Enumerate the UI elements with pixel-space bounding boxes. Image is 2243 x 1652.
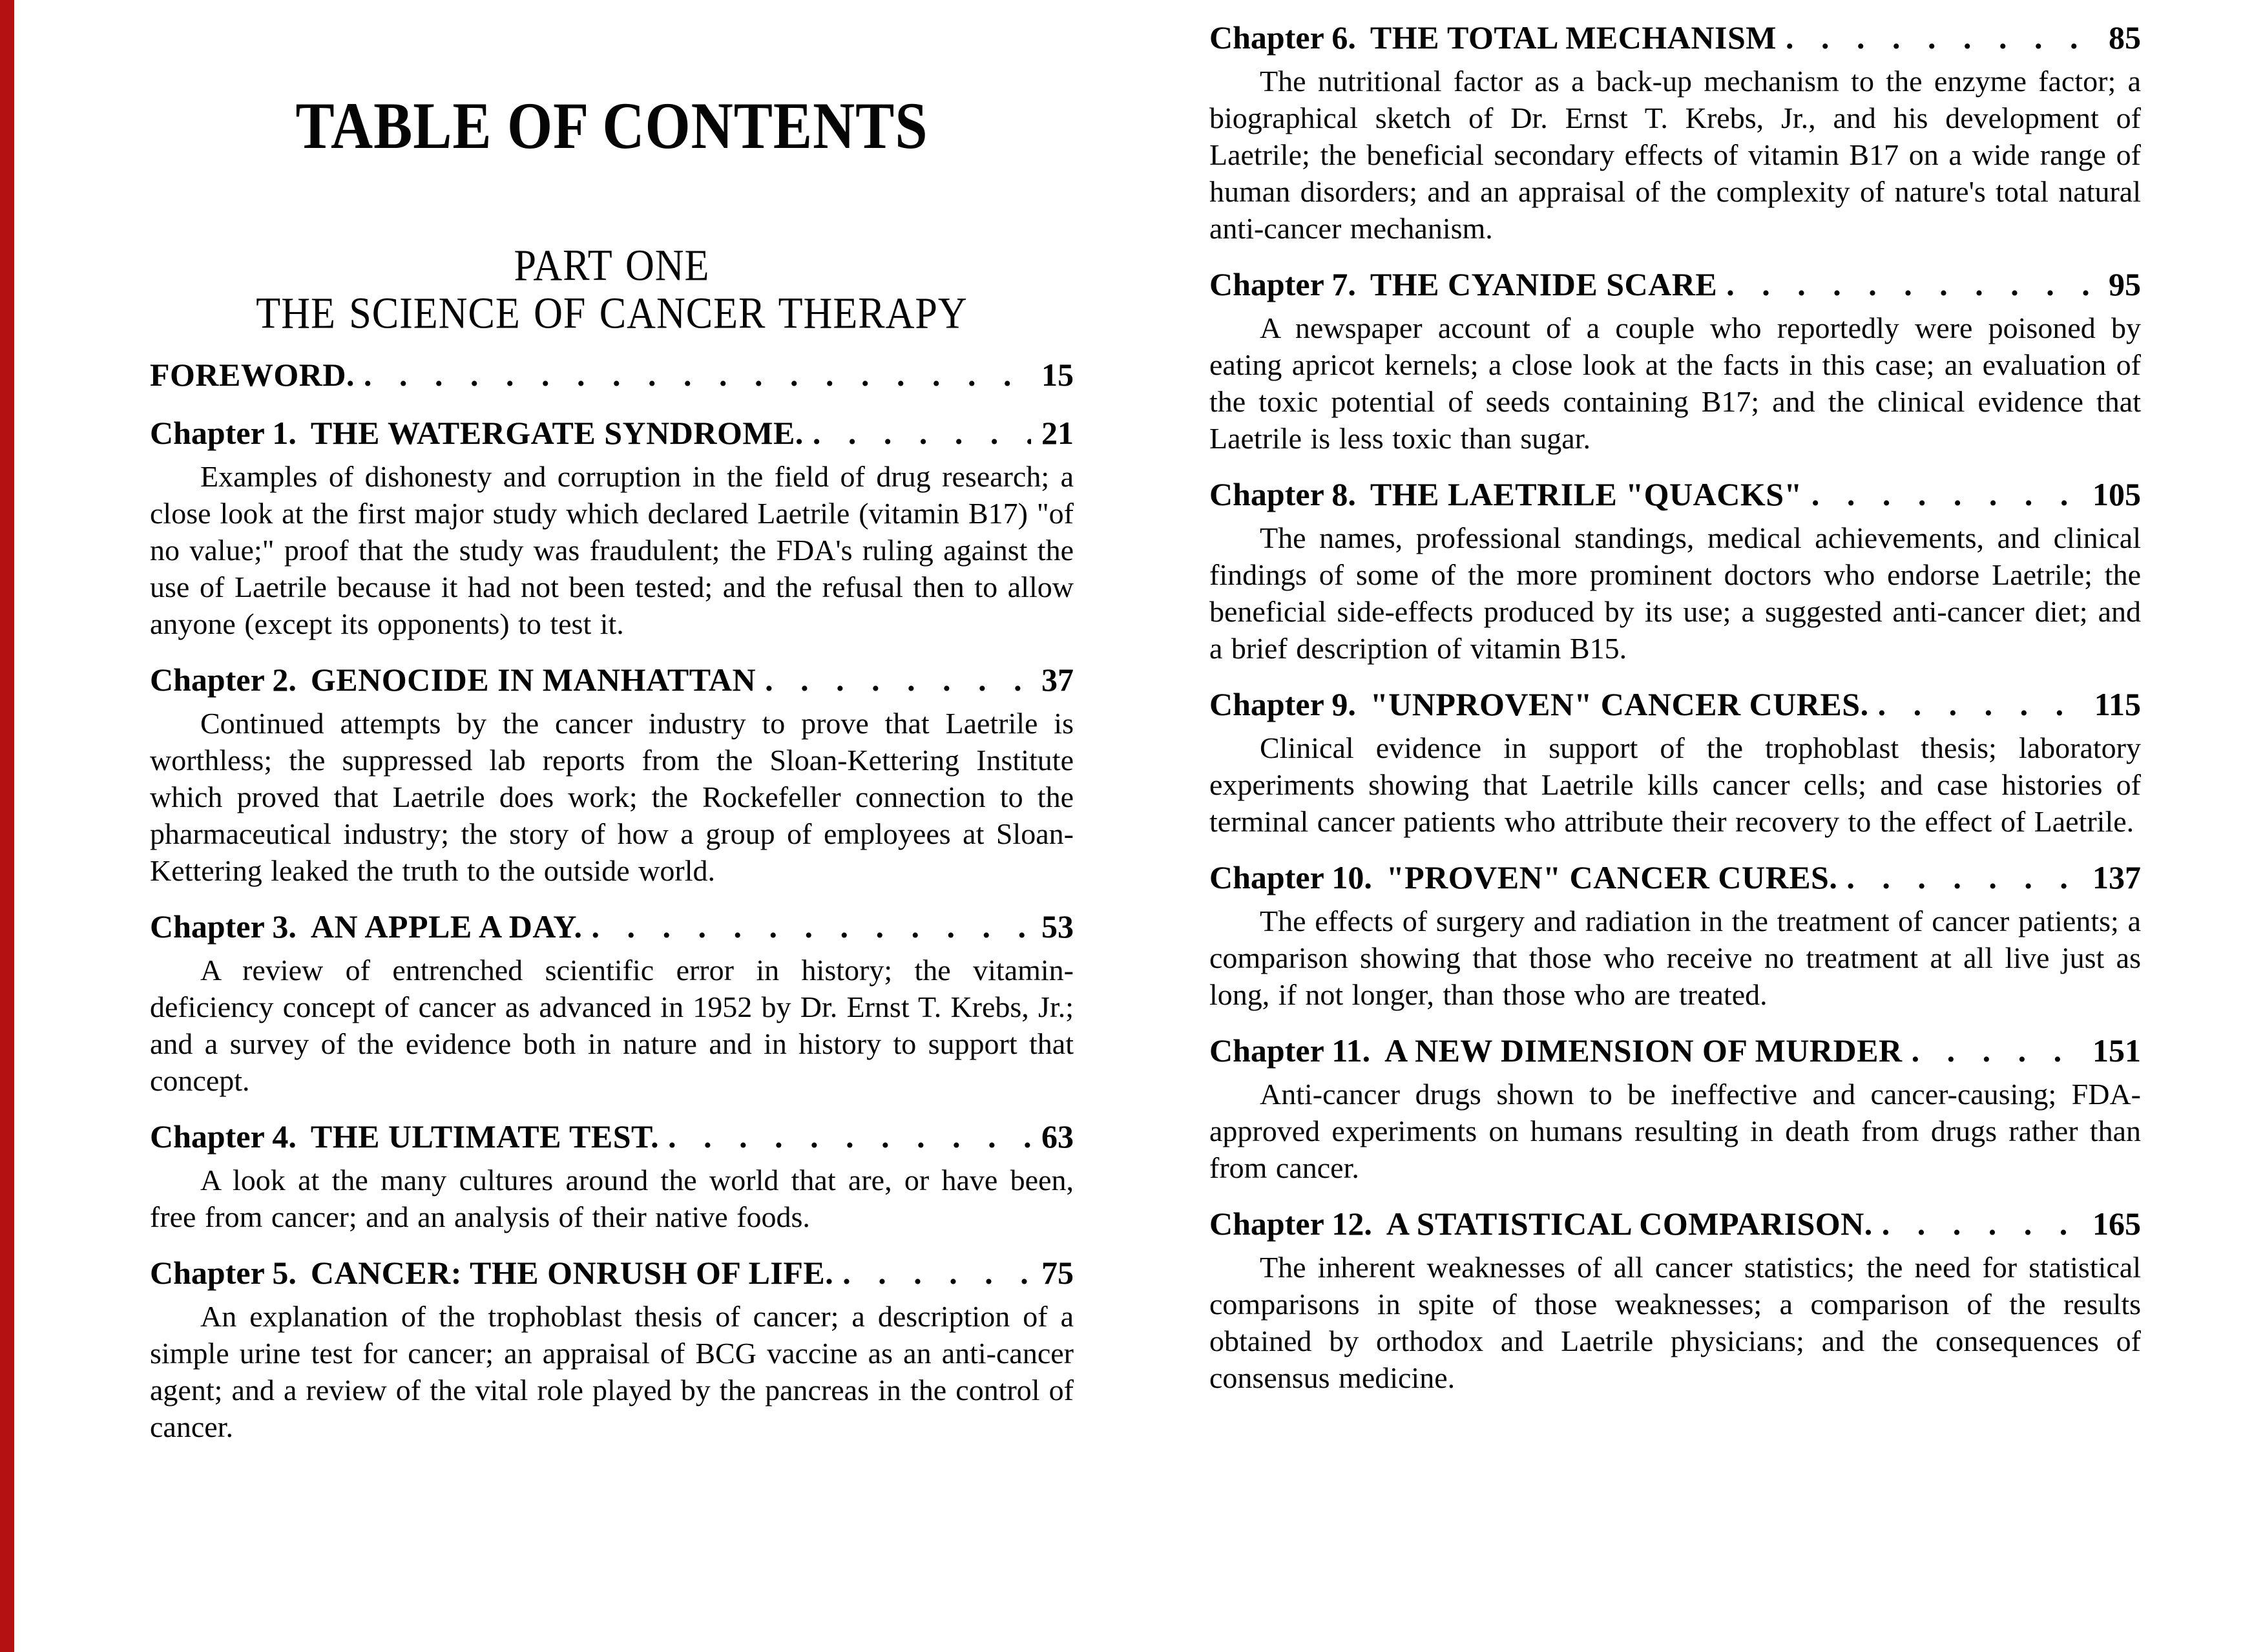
chapter-title: THE LAETRILE "QUACKS": [1370, 476, 1802, 512]
right-page-column: [1209, 0, 2141, 1396]
chapter-title: "UNPROVEN" CANCER CURES.: [1370, 686, 1869, 722]
chapter-title: THE ULTIMATE TEST.: [310, 1118, 660, 1155]
toc-entry: [150, 906, 1074, 1099]
dot-leader: [1726, 264, 2098, 305]
toc-entry-row: [150, 1116, 1074, 1157]
scan-edge-stripe: [0, 0, 14, 1652]
toc-entry-row: [1209, 474, 2141, 515]
left-page-column: [150, 0, 1074, 1445]
dot-leader: [1912, 1030, 2082, 1071]
chapter-label: Chapter 3.: [150, 908, 297, 945]
chapter-label: Chapter 11.: [1209, 1032, 1371, 1069]
page-number: 137: [2092, 859, 2141, 895]
chapter-label: Chapter 10.: [1209, 859, 1372, 895]
chapter-title: A NEW DIMENSION OF MURDER: [1384, 1032, 1903, 1069]
page-number: 75: [1041, 1255, 1074, 1291]
toc-entry-row: [150, 354, 1074, 395]
toc-entry: [1209, 1030, 2141, 1186]
toc-entry: [150, 412, 1074, 642]
toc-entry-row: [150, 412, 1074, 454]
chapter-description: The effects of surgery and radiation in the treatment of cancer patients; a comparison showing that those who receive no treatment at all live just as long, if not longer, than those who are treated.: [1209, 904, 2141, 1011]
dot-leader: [1846, 857, 2082, 898]
page-number: 21: [1041, 415, 1074, 451]
toc-entries-right: [1209, 17, 2141, 1396]
dot-leader: [1882, 1203, 2082, 1244]
chapter-title: THE WATERGATE SYNDROME.: [310, 415, 804, 451]
page-number: 165: [2092, 1206, 2141, 1242]
dot-leader: [813, 412, 1031, 454]
toc-entry: [1209, 1203, 2141, 1396]
chapter-title: FOREWORD.: [150, 357, 355, 393]
toc-entry-row: [1209, 264, 2141, 305]
toc-entry-row: [150, 1252, 1074, 1293]
chapter-description: A look at the many cultures around the world that are, or have been, free from cancer; and an analysis of their native foods.: [150, 1164, 1074, 1233]
page-number: 53: [1041, 908, 1074, 945]
chapter-title: AN APPLE A DAY.: [310, 908, 583, 945]
chapter-description: The names, professional standings, medical achievements, and clinical findings of some of the more prominent doctors who endorse Laetrile; the beneficial side-effects produced by its use; a suggested anti-cancer diet; and a brief description of vitamin B15.: [1209, 521, 2141, 665]
toc-entry-row: [1209, 684, 2141, 725]
chapter-title: CANCER: THE ONRUSH OF LIFE.: [310, 1255, 834, 1291]
chapter-label: Chapter 4.: [150, 1118, 297, 1155]
page-number: 85: [2109, 19, 2141, 56]
toc-entry: [1209, 264, 2141, 457]
chapter-description: An explanation of the trophoblast thesis of cancer; a description of a simple urine test for cancer; an appraisal of BCG vaccine as an anti-cancer agent; and a review of the vital role played by the pancreas in the control of cancer.: [150, 1300, 1074, 1443]
page-number: 105: [2092, 476, 2141, 512]
chapter-label: Chapter 2.: [150, 662, 297, 698]
toc-entry-row: [150, 906, 1074, 947]
toc-entry: [150, 1116, 1074, 1235]
toc-entry-row: [1209, 1030, 2141, 1071]
dot-leader: [1878, 684, 2084, 725]
toc-entry-row: [1209, 857, 2141, 898]
page-number: 151: [2092, 1032, 2141, 1069]
chapter-label: Chapter 7.: [1209, 266, 1356, 302]
chapter-description: The nutritional factor as a back-up mechanism to the enzyme factor; a biographical sketch of Dr. Ernst T. Krebs, Jr., and his development of Laetrile; the beneficial secondary effects of vitamin B17 on a wide range of human disorders; and an appraisal of the complexity of nature's total natural anti-cancer mechanism.: [1209, 65, 2141, 245]
chapter-description: Anti-cancer drugs shown to be ineffective and cancer-causing; FDA-approved experiments on humans resulting in death from drugs rather than from cancer.: [1209, 1078, 2141, 1184]
dot-leader: [668, 1116, 1031, 1157]
dot-leader: [364, 354, 1031, 395]
chapter-description: Clinical evidence in support of the trophoblast thesis; laboratory experiments showing that Laetrile kills cancer cells; and case histories of terminal cancer patients who attribute their recovery to the effect of Laetrile.: [1209, 731, 2141, 838]
part-heading-block: [150, 242, 1074, 337]
chapter-label: Chapter 8.: [1209, 476, 1356, 512]
chapter-label: Chapter 6.: [1209, 19, 1356, 56]
chapter-description: Continued attempts by the cancer industry to prove that Laetrile is worthless; the suppressed lab reports from the Sloan-Kettering Institute which proved that Laetrile does work; the Rockefeller connection to the pharmaceutical industry; the story of how a group of employees at Sloan-Kettering leaked the truth to the outside world.: [150, 707, 1074, 887]
page-number: 63: [1041, 1118, 1074, 1155]
dot-leader: [591, 906, 1031, 947]
chapter-label: Chapter 9.: [1209, 686, 1356, 722]
chapter-title: THE CYANIDE SCARE: [1370, 266, 1718, 302]
chapter-label: Chapter 5.: [150, 1255, 297, 1291]
chapter-title: "PROVEN" CANCER CURES.: [1386, 859, 1838, 895]
chapter-title: A STATISTICAL COMPARISON.: [1386, 1206, 1873, 1242]
chapter-label: Chapter 12.: [1209, 1206, 1372, 1242]
page-title: TABLE OF CONTENTS: [295, 89, 928, 163]
toc-entry: [150, 1252, 1074, 1445]
page-number: 37: [1041, 662, 1074, 698]
toc-entry: [1209, 684, 2141, 840]
page-number: 95: [2109, 266, 2141, 302]
page-number: 115: [2094, 686, 2141, 722]
chapter-description: A review of entrenched scientific error in history; the vitamin-deficiency concept of cancer as advanced in 1952 by Dr. Ernst T. Krebs, Jr.; and a survey of the evidence both in nature and in history to support that concept.: [150, 954, 1074, 1097]
dot-leader: [765, 659, 1031, 700]
toc-entry: [150, 659, 1074, 889]
toc-entry-row: [150, 659, 1074, 700]
dot-leader: [842, 1252, 1031, 1293]
toc-entry: [1209, 857, 2141, 1013]
dot-leader: [1811, 474, 2082, 515]
chapter-label: Chapter 1.: [150, 415, 297, 451]
toc-entry: [1209, 474, 2141, 667]
chapter-description: The inherent weaknesses of all cancer statistics; the need for statistical comparisons in spite of those weaknesses; a comparison of the results obtained by orthodox and Laetrile physicians; and the consequences of consensus medicine.: [1209, 1251, 2141, 1394]
dot-leader: [1786, 17, 2098, 58]
page-number: 15: [1041, 357, 1074, 393]
part-subtitle: THE SCIENCE OF CANCER THERAPY: [256, 288, 968, 338]
toc-entry: [150, 354, 1074, 395]
chapter-description: A newspaper account of a couple who reportedly were poisoned by eating apricot kernels; a close look at the facts in this case; an evaluation of the toxic potential of seeds containing B17; and the clinical evidence that Laetrile is less toxic than sugar.: [1209, 311, 2141, 455]
chapter-description: Examples of dishonesty and corruption in the field of drug research; a close look at the first major study which declared Laetrile (vitamin B17) "of no value;" proof that the study was fraudulent; the FDA's ruling against the use of Laetrile because it had not been tested; and the refusal then to allow anyone (except its opponents) to test it.: [150, 460, 1074, 640]
toc-entry-row: [1209, 17, 2141, 58]
chapter-title: GENOCIDE IN MANHATTAN: [310, 662, 756, 698]
part-heading: PART ONE: [514, 240, 710, 290]
chapter-title: THE TOTAL MECHANISM: [1370, 19, 1777, 56]
toc-entries-left: [150, 354, 1074, 1445]
toc-entry-row: [1209, 1203, 2141, 1244]
toc-entry: [1209, 17, 2141, 247]
